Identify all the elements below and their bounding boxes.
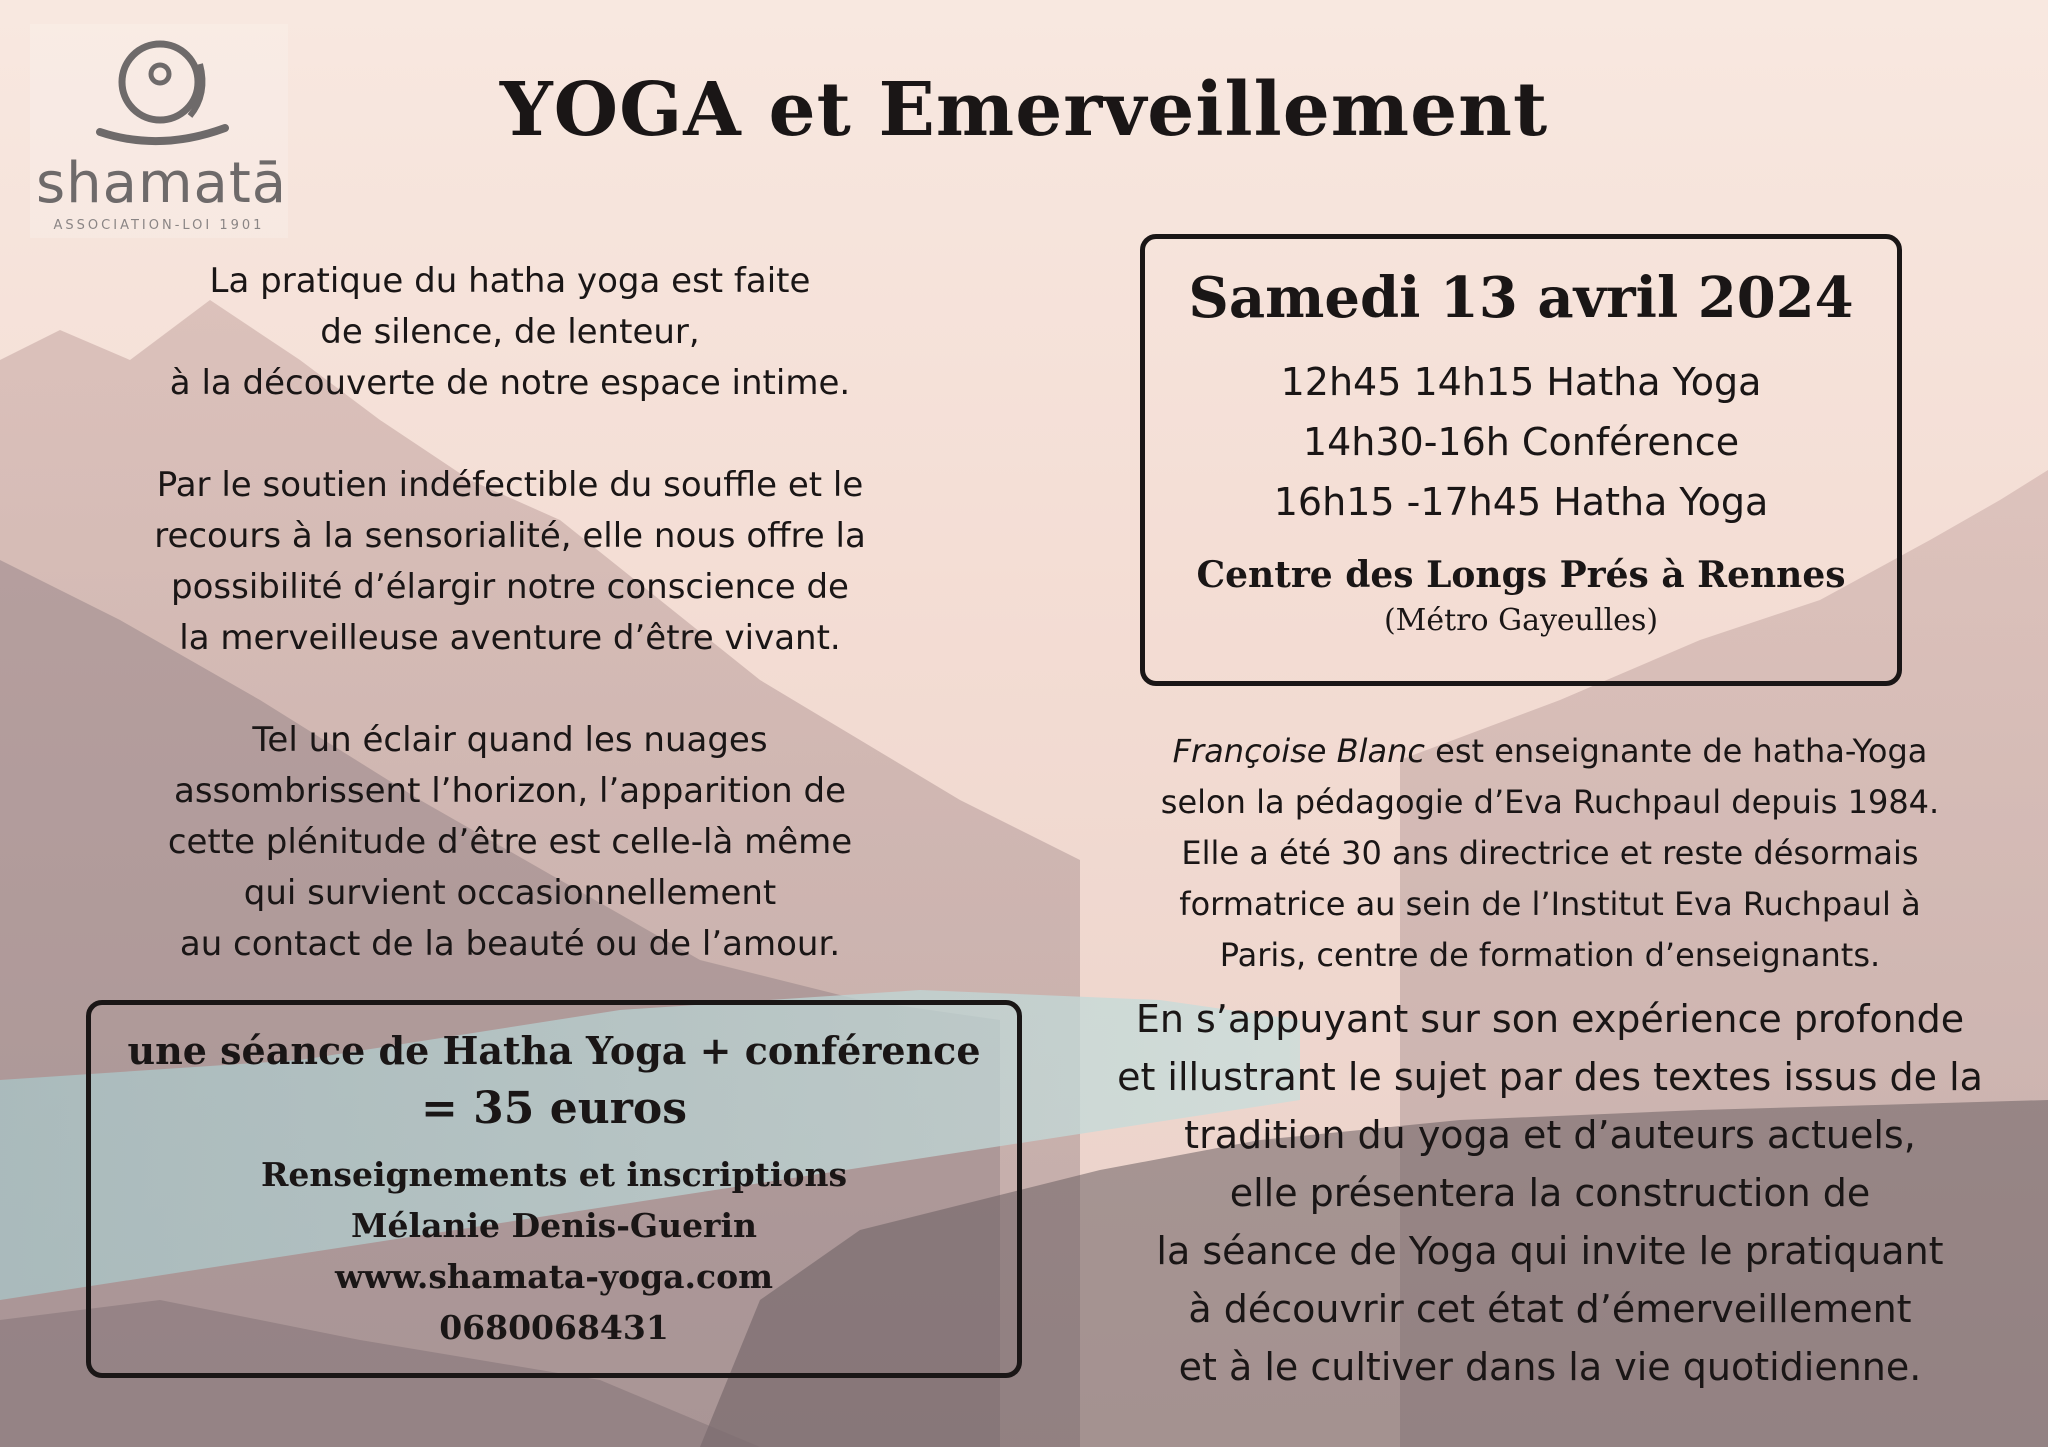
text-line: formatrice au sein de l’Institut Eva Ruchpaul à xyxy=(1179,885,1921,923)
text-line: cette plénitude d’être est celle-là même xyxy=(167,822,853,862)
teacher-name: Françoise Blanc xyxy=(1172,732,1425,770)
event-venue: Centre des Longs Prés à Rennes xyxy=(1196,554,1846,597)
website-link[interactable]: www.shamata-yoga.com xyxy=(334,1257,774,1296)
teacher-bio xyxy=(1080,726,2020,981)
text-line: et illustrant le sujet par des textes issus de la xyxy=(1117,1055,1983,1099)
text-line: à la découverte de notre espace intime. xyxy=(169,363,851,403)
contact-name: Mélanie Denis-Guerin xyxy=(351,1206,757,1245)
event-schedule-box xyxy=(1140,234,1902,686)
page-title: YOGA et Emerveillement xyxy=(499,67,1549,153)
text-line: de silence, de lenteur, xyxy=(320,312,700,352)
session-item: 14h30-16h Conférence xyxy=(1302,420,1740,465)
session-item: 16h15 -17h45 Hatha Yoga xyxy=(1273,480,1769,525)
text-line: au contact de la beauté ou de l’amour. xyxy=(179,924,841,964)
text-line: la merveilleuse aventure d’être vivant. xyxy=(179,618,841,658)
intro-paragraph xyxy=(60,256,960,409)
metro-stop: (Métro Gayeulles) xyxy=(1383,602,1659,638)
price-amount: = 35 euros xyxy=(420,1083,688,1134)
phone-number[interactable]: 0680068431 xyxy=(439,1308,669,1347)
intro-paragraph xyxy=(60,460,960,664)
text-line: la séance de Yoga qui invite le pratiquant xyxy=(1156,1229,1944,1273)
session-list xyxy=(1145,352,1897,532)
text-line: Par le soutien indéfectible du souffle et le xyxy=(156,465,864,505)
text-line: assombrissent l’horizon, l’apparition de xyxy=(173,771,846,811)
text-line: En s’appuyant sur son expérience profonde xyxy=(1135,997,1965,1041)
talk-description xyxy=(1080,990,2020,1396)
contact-heading: Renseignements et inscriptions xyxy=(260,1155,848,1194)
text-line: Elle a été 30 ans directrice et reste désormais xyxy=(1181,834,1919,872)
text-line: Tel un éclair quand les nuages xyxy=(252,720,768,760)
text-line: qui survient occasionnellement xyxy=(243,873,777,913)
session-item: 12h45 14h15 Hatha Yoga xyxy=(1280,360,1762,405)
text-line: tradition du yoga et d’auteurs actuels, xyxy=(1184,1113,1916,1157)
intro-text xyxy=(60,256,960,970)
text-line: Paris, centre de formation d’enseignants. xyxy=(1219,936,1881,974)
text-line: et à le cultiver dans la vie quotidienne. xyxy=(1178,1345,1922,1389)
intro-paragraph xyxy=(60,715,960,970)
logo-wordmark: shamatā xyxy=(36,151,288,216)
text-line: à découvrir cet état d’émerveillement xyxy=(1188,1287,1912,1331)
text-line: possibilité d’élargir notre conscience de xyxy=(171,567,849,607)
text-line: selon la pédagogie d’Eva Ruchpaul depuis 1984. xyxy=(1160,783,1940,821)
text-line: La pratique du hatha yoga est faite xyxy=(209,261,811,301)
price-contact-box xyxy=(86,1000,1022,1378)
text-line: recours à la sensorialité, elle nous offre la xyxy=(154,516,866,556)
price-description: une séance de Hatha Yoga + conférence xyxy=(127,1028,981,1073)
text-line: elle présentera la construction de xyxy=(1229,1171,1871,1215)
logo-subtitle: ASSOCIATION-LOI 1901 xyxy=(53,218,265,233)
event-date: Samedi 13 avril 2024 xyxy=(1188,265,1854,331)
text-line: est enseignante de hatha-Yoga xyxy=(1424,732,1928,770)
contact-info xyxy=(91,1149,1017,1353)
